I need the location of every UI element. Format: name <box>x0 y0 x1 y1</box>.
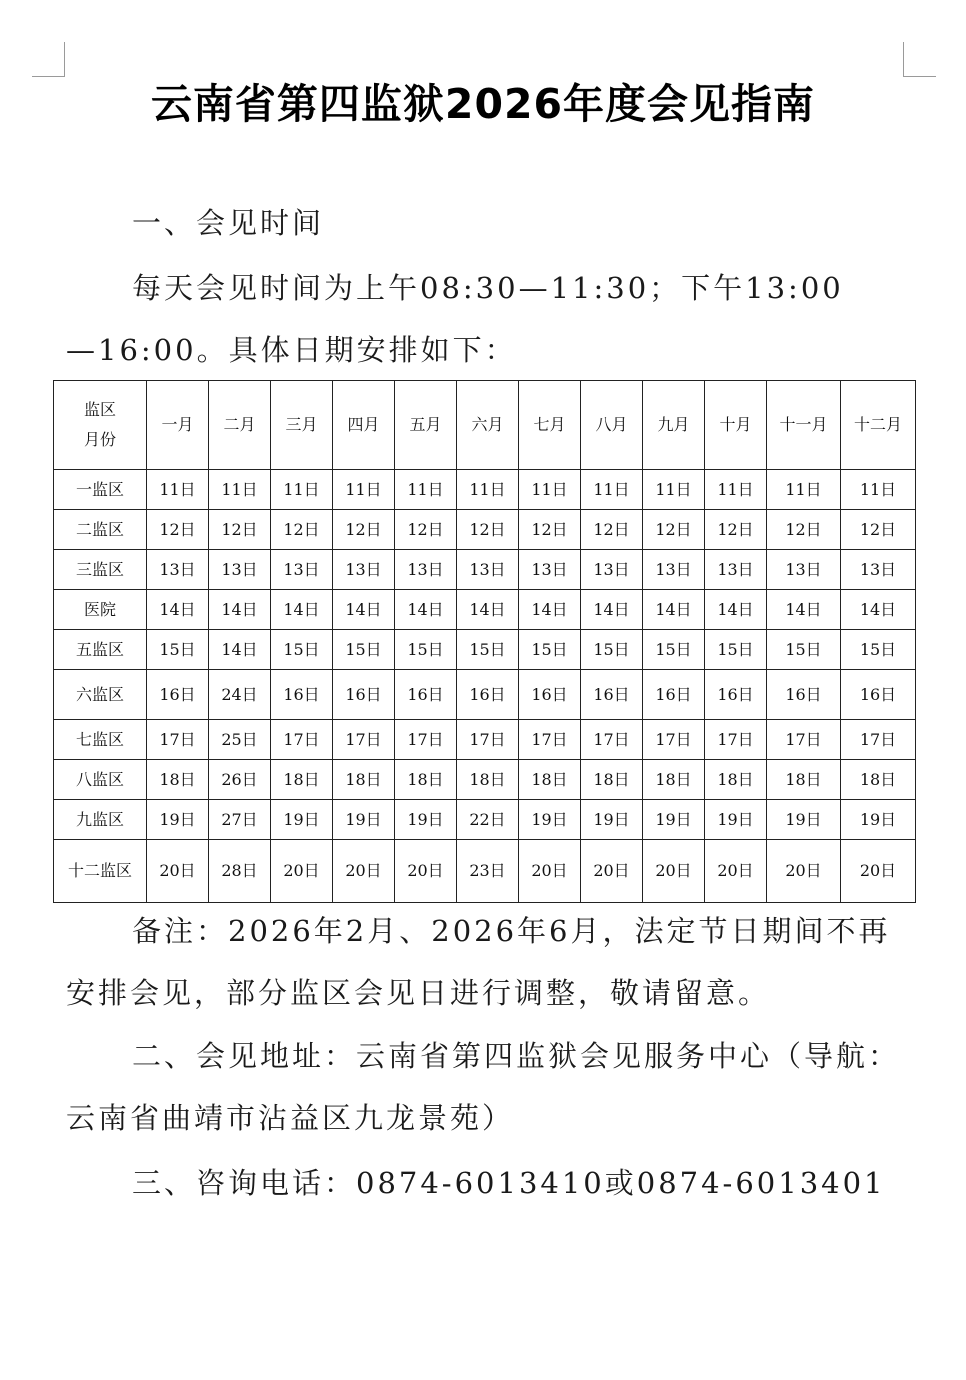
visit-day-cell: 15日 <box>705 630 767 670</box>
visit-day-cell: 14日 <box>457 590 519 630</box>
month-header: 九月 <box>643 381 705 470</box>
corner-label-month: 月份 <box>83 430 116 449</box>
prison-area-label: 三监区 <box>54 550 147 590</box>
visit-day-cell: 15日 <box>519 630 581 670</box>
month-header: 三月 <box>271 381 333 470</box>
visit-day-cell: 18日 <box>457 760 519 800</box>
visit-day-cell: 22日 <box>457 800 519 840</box>
visit-day-cell: 16日 <box>395 670 457 720</box>
visit-day-cell: 18日 <box>581 760 643 800</box>
visit-day-cell: 17日 <box>643 720 705 760</box>
visit-day-cell: 14日 <box>333 590 395 630</box>
prison-area-label: 五监区 <box>54 630 147 670</box>
month-header: 八月 <box>581 381 643 470</box>
table-header-row <box>54 381 916 470</box>
visit-day-cell: 13日 <box>519 550 581 590</box>
visit-day-cell: 15日 <box>333 630 395 670</box>
visit-day-cell: 16日 <box>767 670 841 720</box>
visit-day-cell: 17日 <box>767 720 841 760</box>
visiting-schedule-table <box>53 380 916 903</box>
visit-day-cell: 20日 <box>581 840 643 903</box>
visit-day-cell: 12日 <box>395 510 457 550</box>
visit-day-cell: 17日 <box>841 720 916 760</box>
prison-area-label: 二监区 <box>54 510 147 550</box>
visit-day-cell: 18日 <box>271 760 333 800</box>
prison-area-label: 一监区 <box>54 470 147 510</box>
visit-day-cell: 20日 <box>271 840 333 903</box>
month-header: 七月 <box>519 381 581 470</box>
visit-day-cell: 13日 <box>581 550 643 590</box>
visit-day-cell: 12日 <box>209 510 271 550</box>
table-body <box>54 470 916 903</box>
visit-day-cell: 11日 <box>147 470 209 510</box>
visit-day-cell: 13日 <box>271 550 333 590</box>
visit-day-cell: 11日 <box>705 470 767 510</box>
visit-day-cell: 13日 <box>643 550 705 590</box>
visit-day-cell: 20日 <box>841 840 916 903</box>
visit-day-cell: 15日 <box>457 630 519 670</box>
crop-mark-top-right <box>903 42 936 77</box>
visit-day-cell: 18日 <box>395 760 457 800</box>
prison-area-label: 八监区 <box>54 760 147 800</box>
visit-day-cell: 16日 <box>147 670 209 720</box>
visit-day-cell: 16日 <box>581 670 643 720</box>
month-header: 一月 <box>147 381 209 470</box>
visit-day-cell: 19日 <box>841 800 916 840</box>
visit-day-cell: 27日 <box>209 800 271 840</box>
visit-day-cell: 18日 <box>519 760 581 800</box>
visit-day-cell: 14日 <box>643 590 705 630</box>
visit-day-cell: 13日 <box>333 550 395 590</box>
visiting-hours-text: 每天会见时间为上午08:30—11:30；下午13:00—16:00。具体日期安排如下： <box>66 271 844 367</box>
section-3-phone: 三、咨询电话：0874-6013410或0874-6013401 <box>132 1166 886 1200</box>
visit-day-cell: 11日 <box>767 470 841 510</box>
visit-day-cell: 11日 <box>333 470 395 510</box>
visit-day-cell: 14日 <box>581 590 643 630</box>
visit-day-cell: 18日 <box>705 760 767 800</box>
visit-day-cell: 12日 <box>271 510 333 550</box>
visit-day-cell: 14日 <box>271 590 333 630</box>
visit-day-cell: 16日 <box>457 670 519 720</box>
visit-day-cell: 15日 <box>643 630 705 670</box>
visit-day-cell: 17日 <box>457 720 519 760</box>
prison-area-label: 七监区 <box>54 720 147 760</box>
visit-day-cell: 14日 <box>767 590 841 630</box>
schedule-note: 备注：2026年2月、2026年6月，法定节日期间不再安排会见，部分监区会见日进行调整，敬请留意。 <box>66 914 891 1010</box>
visit-day-cell: 12日 <box>147 510 209 550</box>
visit-day-cell: 12日 <box>767 510 841 550</box>
visit-day-cell: 19日 <box>333 800 395 840</box>
visit-day-cell: 20日 <box>395 840 457 903</box>
visit-day-cell: 17日 <box>705 720 767 760</box>
month-header: 六月 <box>457 381 519 470</box>
table-row <box>54 590 916 630</box>
table-row <box>54 800 916 840</box>
visit-day-cell: 11日 <box>643 470 705 510</box>
prison-area-label: 医院 <box>54 590 147 630</box>
month-header: 二月 <box>209 381 271 470</box>
visit-day-cell: 17日 <box>333 720 395 760</box>
table-row <box>54 670 916 720</box>
visit-day-cell: 13日 <box>841 550 916 590</box>
visit-day-cell: 18日 <box>147 760 209 800</box>
visit-day-cell: 14日 <box>519 590 581 630</box>
visit-day-cell: 12日 <box>333 510 395 550</box>
visit-day-cell: 12日 <box>705 510 767 550</box>
month-header: 十一月 <box>767 381 841 470</box>
visit-day-cell: 14日 <box>395 590 457 630</box>
month-header: 四月 <box>333 381 395 470</box>
visit-day-cell: 15日 <box>271 630 333 670</box>
visit-day-cell: 20日 <box>705 840 767 903</box>
table-corner-header <box>54 381 147 470</box>
visit-day-cell: 15日 <box>147 630 209 670</box>
table-row <box>54 840 916 903</box>
visit-day-cell: 16日 <box>271 670 333 720</box>
visit-day-cell: 15日 <box>395 630 457 670</box>
visit-day-cell: 12日 <box>581 510 643 550</box>
visit-day-cell: 18日 <box>841 760 916 800</box>
visit-day-cell: 11日 <box>271 470 333 510</box>
visit-day-cell: 12日 <box>519 510 581 550</box>
visit-day-cell: 23日 <box>457 840 519 903</box>
visit-day-cell: 12日 <box>457 510 519 550</box>
visit-day-cell: 16日 <box>841 670 916 720</box>
visit-day-cell: 17日 <box>395 720 457 760</box>
visit-day-cell: 15日 <box>841 630 916 670</box>
visit-day-cell: 13日 <box>457 550 519 590</box>
document-title: 云南省第四监狱2026年度会见指南 <box>150 80 816 128</box>
visit-day-cell: 19日 <box>581 800 643 840</box>
table-row <box>54 470 916 510</box>
visit-day-cell: 19日 <box>147 800 209 840</box>
visit-day-cell: 17日 <box>147 720 209 760</box>
visit-day-cell: 24日 <box>209 670 271 720</box>
visit-day-cell: 13日 <box>147 550 209 590</box>
visit-day-cell: 14日 <box>705 590 767 630</box>
visit-day-cell: 14日 <box>209 630 271 670</box>
visit-day-cell: 18日 <box>333 760 395 800</box>
visit-day-cell: 19日 <box>271 800 333 840</box>
month-header: 五月 <box>395 381 457 470</box>
visit-day-cell: 15日 <box>581 630 643 670</box>
visit-day-cell: 20日 <box>643 840 705 903</box>
visit-day-cell: 16日 <box>333 670 395 720</box>
visit-day-cell: 11日 <box>209 470 271 510</box>
visit-day-cell: 12日 <box>643 510 705 550</box>
visit-day-cell: 11日 <box>519 470 581 510</box>
visit-day-cell: 11日 <box>581 470 643 510</box>
visit-day-cell: 28日 <box>209 840 271 903</box>
table-row <box>54 510 916 550</box>
visit-day-cell: 13日 <box>767 550 841 590</box>
visit-day-cell: 15日 <box>767 630 841 670</box>
visit-day-cell: 18日 <box>643 760 705 800</box>
visit-day-cell: 16日 <box>705 670 767 720</box>
visit-day-cell: 19日 <box>643 800 705 840</box>
visit-day-cell: 14日 <box>147 590 209 630</box>
visit-day-cell: 16日 <box>519 670 581 720</box>
visit-day-cell: 20日 <box>147 840 209 903</box>
visit-day-cell: 16日 <box>643 670 705 720</box>
visit-day-cell: 19日 <box>395 800 457 840</box>
visit-day-cell: 19日 <box>767 800 841 840</box>
month-header: 十二月 <box>841 381 916 470</box>
visit-day-cell: 13日 <box>209 550 271 590</box>
visit-day-cell: 13日 <box>395 550 457 590</box>
prison-area-label: 十二监区 <box>54 840 147 903</box>
visit-day-cell: 17日 <box>519 720 581 760</box>
visit-day-cell: 11日 <box>457 470 519 510</box>
prison-area-label: 六监区 <box>54 670 147 720</box>
visit-day-cell: 11日 <box>395 470 457 510</box>
visit-day-cell: 20日 <box>767 840 841 903</box>
visit-day-cell: 19日 <box>519 800 581 840</box>
month-header: 十月 <box>705 381 767 470</box>
corner-label-area: 监区 <box>83 400 116 419</box>
section-2-address: 二、会见地址：云南省第四监狱会见服务中心（导航：云南省曲靖市沾益区九龙景苑） <box>66 1039 901 1135</box>
visit-day-cell: 19日 <box>705 800 767 840</box>
visit-day-cell: 13日 <box>705 550 767 590</box>
table-row <box>54 630 916 670</box>
visit-day-cell: 12日 <box>841 510 916 550</box>
prison-area-label: 九监区 <box>54 800 147 840</box>
visit-day-cell: 17日 <box>271 720 333 760</box>
table-row <box>54 720 916 760</box>
visit-day-cell: 20日 <box>333 840 395 903</box>
visit-day-cell: 11日 <box>841 470 916 510</box>
visit-day-cell: 25日 <box>209 720 271 760</box>
visit-day-cell: 17日 <box>581 720 643 760</box>
visit-day-cell: 14日 <box>841 590 916 630</box>
visit-day-cell: 26日 <box>209 760 271 800</box>
crop-mark-top-left <box>32 42 65 77</box>
table-row <box>54 550 916 590</box>
visit-day-cell: 14日 <box>209 590 271 630</box>
visit-day-cell: 18日 <box>767 760 841 800</box>
section-1-heading: 一、会见时间 <box>132 206 325 240</box>
visit-day-cell: 20日 <box>519 840 581 903</box>
table-row <box>54 760 916 800</box>
